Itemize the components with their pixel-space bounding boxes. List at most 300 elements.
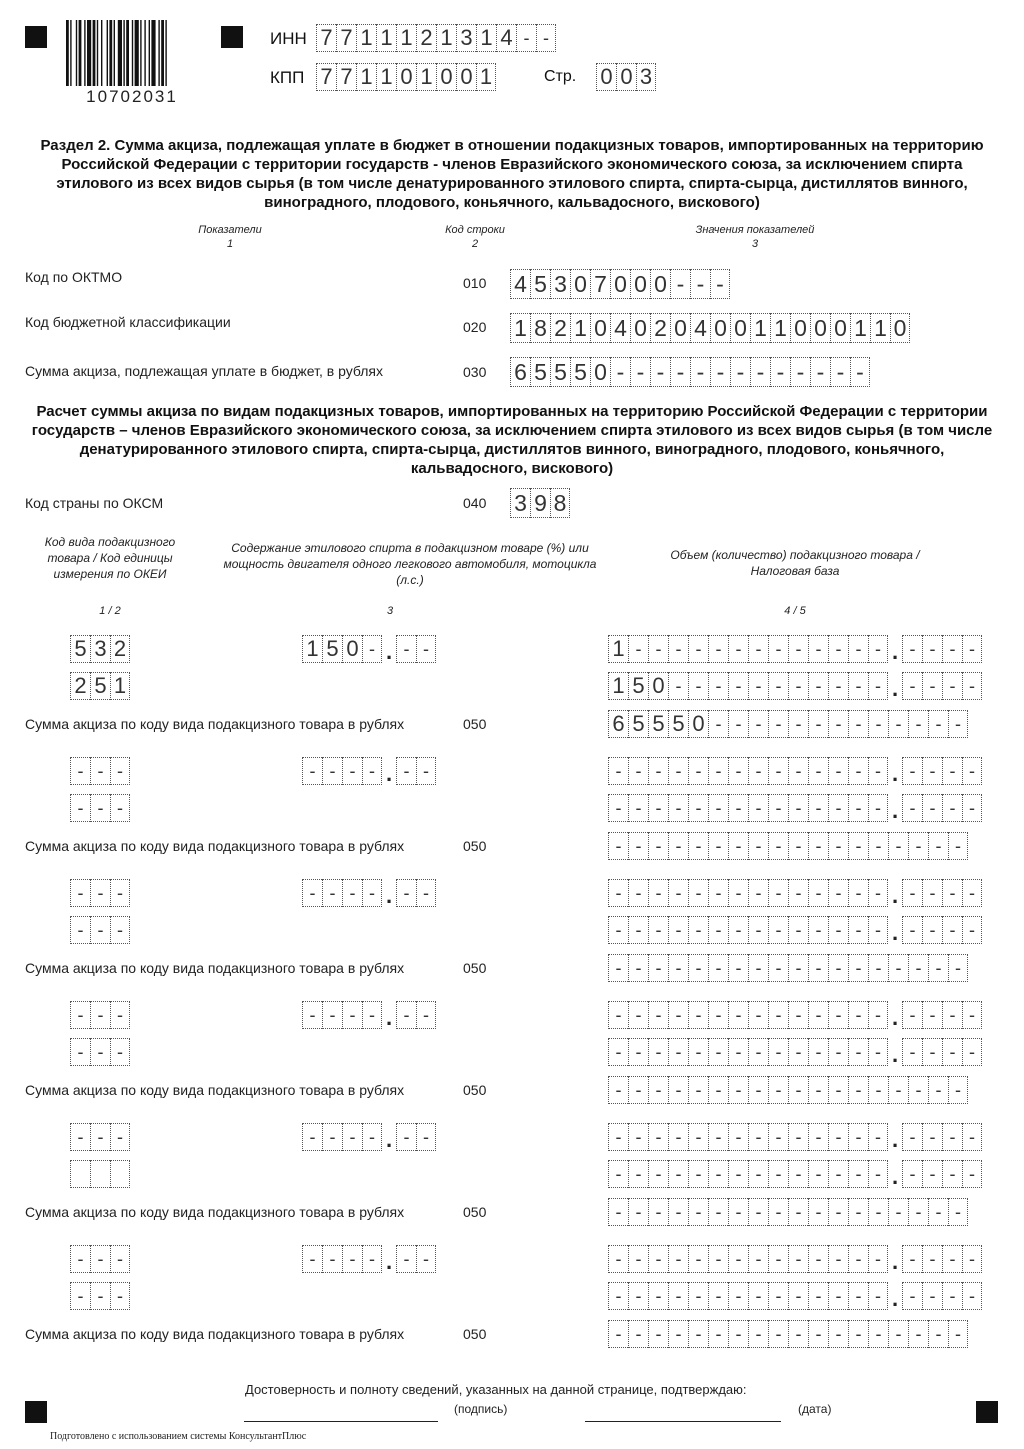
oktmo-cell[interactable]: - — [690, 269, 710, 299]
tax-base-2-int-cell[interactable]: - — [708, 916, 728, 944]
kbk-cell[interactable]: 1 — [510, 313, 530, 343]
volume-3-int-cell[interactable]: - — [788, 1001, 808, 1029]
excise-sum-by-kind-4-cell[interactable]: - — [888, 1198, 908, 1226]
kpp-cell[interactable]: 7 — [336, 63, 356, 91]
inn-cell[interactable]: 1 — [436, 24, 456, 52]
excise-sum-by-kind-4-cell[interactable]: - — [868, 1198, 888, 1226]
excise-sum-by-kind-2-cell[interactable]: - — [768, 954, 788, 982]
volume-3-int-cell[interactable]: - — [768, 1001, 788, 1029]
tax-base-0-int-cell[interactable]: - — [828, 672, 848, 700]
excise-sum-by-kind-1-cell[interactable]: - — [808, 832, 828, 860]
excise-sum-by-kind-2-cell[interactable]: - — [908, 954, 928, 982]
kbk-cell[interactable]: 0 — [790, 313, 810, 343]
inn-cell[interactable]: 1 — [376, 24, 396, 52]
volume-3-int-cell[interactable]: - — [608, 1001, 628, 1029]
excise-sum-cell[interactable]: 0 — [590, 357, 610, 387]
tax-base-0-int-cell[interactable]: - — [748, 672, 768, 700]
alcohol-content-4-dec-cell[interactable]: - — [396, 1123, 416, 1151]
volume-4-dec-cell[interactable]: - — [922, 1123, 942, 1151]
volume-3-int-cell[interactable]: - — [748, 1001, 768, 1029]
inn-cell[interactable]: - — [516, 24, 536, 52]
excise-sum-by-kind-3-cell[interactable]: - — [708, 1076, 728, 1104]
tax-base-3-int-cell[interactable]: - — [628, 1038, 648, 1066]
tax-base-2-int-cell[interactable]: - — [828, 916, 848, 944]
excise-sum-by-kind-3-cell[interactable]: - — [768, 1076, 788, 1104]
volume-2-int-cell[interactable]: - — [628, 879, 648, 907]
tax-base-5-int-cell[interactable]: - — [748, 1282, 768, 1310]
kbk-cell[interactable]: 0 — [730, 313, 750, 343]
volume-1-int-cell[interactable]: - — [708, 757, 728, 785]
tax-base-5-int-cell[interactable]: - — [848, 1282, 868, 1310]
excise-sum-by-kind-1-cell[interactable]: - — [868, 832, 888, 860]
excise-sum-by-kind-2-cell[interactable]: - — [788, 954, 808, 982]
excise-sum-by-kind-4-cell[interactable]: - — [828, 1198, 848, 1226]
volume-2-int-cell[interactable]: - — [688, 879, 708, 907]
volume-3-int-cell[interactable]: - — [868, 1001, 888, 1029]
excise-sum-by-kind-1-cell[interactable]: - — [768, 832, 788, 860]
volume-4-int-cell[interactable]: - — [648, 1123, 668, 1151]
excise-sum-by-kind-5-cell[interactable]: - — [808, 1320, 828, 1348]
inn-cell[interactable]: 7 — [336, 24, 356, 52]
tax-base-2-int-cell[interactable]: - — [808, 916, 828, 944]
tax-base-2-int-cell[interactable]: - — [768, 916, 788, 944]
excise-sum-by-kind-5-cell[interactable]: - — [628, 1320, 648, 1348]
tax-base-5-dec-cell[interactable]: - — [902, 1282, 922, 1310]
oktmo-cell[interactable]: 7 — [590, 269, 610, 299]
tax-base-0-int-cell[interactable]: - — [708, 672, 728, 700]
tax-base-3-int-cell[interactable]: - — [828, 1038, 848, 1066]
tax-base-4-dec-cell[interactable]: - — [902, 1160, 922, 1188]
okei-unit-code-0-cell[interactable]: 5 — [90, 672, 110, 700]
kbk-cell[interactable]: 8 — [530, 313, 550, 343]
volume-1-dec-cell[interactable]: - — [962, 757, 982, 785]
excise-sum-by-kind-4-cell[interactable]: - — [768, 1198, 788, 1226]
tax-base-3-dec-cell[interactable]: - — [962, 1038, 982, 1066]
volume-5-int-cell[interactable]: - — [788, 1245, 808, 1273]
tax-base-4-int-cell[interactable]: - — [748, 1160, 768, 1188]
alcohol-content-0-int-cell[interactable]: 1 — [302, 635, 322, 663]
oktmo-cell[interactable]: 3 — [550, 269, 570, 299]
tax-base-4-int-cell[interactable]: - — [788, 1160, 808, 1188]
volume-1-int-cell[interactable]: - — [608, 757, 628, 785]
inn-cell[interactable]: 2 — [416, 24, 436, 52]
okei-unit-code-2-cell[interactable]: - — [110, 916, 130, 944]
alcohol-content-3-int-cell[interactable]: - — [342, 1001, 362, 1029]
volume-4-int-cell[interactable]: - — [608, 1123, 628, 1151]
tax-base-2-dec-cell[interactable]: - — [902, 916, 922, 944]
volume-4-int-cell[interactable]: - — [868, 1123, 888, 1151]
oksm-cell[interactable]: 9 — [530, 488, 550, 518]
tax-base-3-int-cell[interactable]: - — [708, 1038, 728, 1066]
tax-base-5-int-cell[interactable]: - — [648, 1282, 668, 1310]
volume-4-int-cell[interactable]: - — [768, 1123, 788, 1151]
excise-sum-by-kind-5-cell[interactable]: - — [788, 1320, 808, 1348]
okei-unit-code-0-cell[interactable]: 1 — [110, 672, 130, 700]
excise-sum-cell[interactable]: - — [630, 357, 650, 387]
excise-sum-by-kind-4-cell[interactable]: - — [908, 1198, 928, 1226]
excise-sum-by-kind-1-cell[interactable]: - — [888, 832, 908, 860]
excise-sum-cell[interactable]: 5 — [530, 357, 550, 387]
alcohol-content-4-int-cell[interactable]: - — [302, 1123, 322, 1151]
volume-3-int-cell[interactable]: - — [708, 1001, 728, 1029]
kbk-cell[interactable]: 0 — [590, 313, 610, 343]
excise-sum-by-kind-2-cell[interactable]: - — [948, 954, 968, 982]
tax-base-0-int-cell[interactable]: 0 — [648, 672, 668, 700]
kpp-cell[interactable]: 1 — [476, 63, 496, 91]
excise-sum-by-kind-4-cell[interactable]: - — [848, 1198, 868, 1226]
volume-5-dec-cell[interactable]: - — [902, 1245, 922, 1273]
tax-base-5-dec-cell[interactable]: - — [962, 1282, 982, 1310]
volume-2-dec-cell[interactable]: - — [922, 879, 942, 907]
tax-base-2-int-cell[interactable]: - — [648, 916, 668, 944]
volume-3-int-cell[interactable]: - — [688, 1001, 708, 1029]
alcohol-content-5-int-cell[interactable]: - — [362, 1245, 382, 1273]
alcohol-content-0-dec-cell[interactable]: - — [396, 635, 416, 663]
excise-sum-by-kind-4-cell[interactable]: - — [688, 1198, 708, 1226]
tax-base-1-dec-cell[interactable]: - — [902, 794, 922, 822]
excise-sum-by-kind-0-cell[interactable]: - — [948, 710, 968, 738]
okei-unit-code-2-cell[interactable]: - — [90, 916, 110, 944]
excise-sum-by-kind-3-cell[interactable]: - — [748, 1076, 768, 1104]
tax-base-5-int-cell[interactable]: - — [788, 1282, 808, 1310]
volume-2-int-cell[interactable]: - — [788, 879, 808, 907]
excise-sum-by-kind-4-cell[interactable]: - — [648, 1198, 668, 1226]
tax-base-4-dec-cell[interactable]: - — [922, 1160, 942, 1188]
volume-5-int-cell[interactable]: - — [608, 1245, 628, 1273]
kbk-cell[interactable]: 0 — [890, 313, 910, 343]
tax-base-4-int-cell[interactable]: - — [608, 1160, 628, 1188]
excise-sum-by-kind-4-cell[interactable]: - — [928, 1198, 948, 1226]
volume-0-int-cell[interactable]: 1 — [608, 635, 628, 663]
volume-0-int-cell[interactable]: - — [848, 635, 868, 663]
tax-base-2-int-cell[interactable]: - — [728, 916, 748, 944]
tax-base-2-dec-cell[interactable]: - — [962, 916, 982, 944]
alcohol-content-0-dec-cell[interactable]: - — [416, 635, 436, 663]
excise-sum-by-kind-0-cell[interactable]: 0 — [688, 710, 708, 738]
oktmo-cell[interactable]: 0 — [570, 269, 590, 299]
volume-0-int-cell[interactable]: - — [648, 635, 668, 663]
excise-sum-by-kind-5-cell[interactable]: - — [828, 1320, 848, 1348]
alcohol-content-3-dec-cell[interactable]: - — [396, 1001, 416, 1029]
excise-sum-by-kind-5-cell[interactable]: - — [848, 1320, 868, 1348]
oktmo-cell[interactable]: 0 — [630, 269, 650, 299]
excise-sum-by-kind-0-cell[interactable]: 5 — [668, 710, 688, 738]
tax-base-1-int-cell[interactable]: - — [828, 794, 848, 822]
excise-sum-by-kind-3-cell[interactable]: - — [948, 1076, 968, 1104]
tax-base-1-int-cell[interactable]: - — [608, 794, 628, 822]
volume-5-int-cell[interactable]: - — [868, 1245, 888, 1273]
excise-sum-by-kind-1-cell[interactable]: - — [908, 832, 928, 860]
excise-sum-cell[interactable]: 5 — [550, 357, 570, 387]
tax-base-0-dec-cell[interactable]: - — [962, 672, 982, 700]
volume-1-int-cell[interactable]: - — [768, 757, 788, 785]
excise-sum-by-kind-1-cell[interactable]: - — [928, 832, 948, 860]
volume-2-dec-cell[interactable]: - — [902, 879, 922, 907]
excise-sum-by-kind-3-cell[interactable]: - — [688, 1076, 708, 1104]
tax-base-5-int-cell[interactable]: - — [708, 1282, 728, 1310]
tax-base-5-int-cell[interactable]: - — [668, 1282, 688, 1310]
excise-sum-by-kind-2-cell[interactable]: - — [748, 954, 768, 982]
excise-sum-cell[interactable]: - — [810, 357, 830, 387]
volume-4-int-cell[interactable]: - — [828, 1123, 848, 1151]
excise-sum-by-kind-5-cell[interactable]: - — [928, 1320, 948, 1348]
volume-5-int-cell[interactable]: - — [828, 1245, 848, 1273]
tax-base-4-int-cell[interactable]: - — [828, 1160, 848, 1188]
excise-sum-by-kind-3-cell[interactable]: - — [828, 1076, 848, 1104]
excise-sum-by-kind-3-cell[interactable]: - — [868, 1076, 888, 1104]
excise-kind-code-4-cell[interactable]: - — [70, 1123, 90, 1151]
tax-base-4-int-cell[interactable]: - — [868, 1160, 888, 1188]
excise-sum-by-kind-3-cell[interactable]: - — [808, 1076, 828, 1104]
tax-base-1-int-cell[interactable]: - — [808, 794, 828, 822]
kbk-cell[interactable]: 0 — [830, 313, 850, 343]
volume-1-int-cell[interactable]: - — [648, 757, 668, 785]
volume-2-int-cell[interactable]: - — [608, 879, 628, 907]
excise-kind-code-4-cell[interactable]: - — [110, 1123, 130, 1151]
inn-cell[interactable]: 3 — [456, 24, 476, 52]
excise-sum-cell[interactable]: - — [730, 357, 750, 387]
volume-4-int-cell[interactable]: - — [748, 1123, 768, 1151]
excise-sum-cell[interactable]: - — [610, 357, 630, 387]
excise-sum-by-kind-0-cell[interactable]: - — [768, 710, 788, 738]
volume-0-dec-cell[interactable]: - — [922, 635, 942, 663]
tax-base-3-int-cell[interactable]: - — [848, 1038, 868, 1066]
tax-base-4-int-cell[interactable]: - — [628, 1160, 648, 1188]
volume-5-int-cell[interactable]: - — [628, 1245, 648, 1273]
tax-base-1-int-cell[interactable]: - — [668, 794, 688, 822]
volume-2-int-cell[interactable]: - — [808, 879, 828, 907]
tax-base-3-dec-cell[interactable]: - — [942, 1038, 962, 1066]
okei-unit-code-5-cell[interactable]: - — [90, 1282, 110, 1310]
volume-2-int-cell[interactable]: - — [848, 879, 868, 907]
alcohol-content-2-dec-cell[interactable]: - — [416, 879, 436, 907]
tax-base-2-int-cell[interactable]: - — [668, 916, 688, 944]
alcohol-content-0-int-cell[interactable]: 0 — [342, 635, 362, 663]
excise-kind-code-5-cell[interactable]: - — [110, 1245, 130, 1273]
tax-base-3-int-cell[interactable]: - — [608, 1038, 628, 1066]
excise-kind-code-2-cell[interactable]: - — [70, 879, 90, 907]
volume-1-int-cell[interactable]: - — [848, 757, 868, 785]
excise-sum-by-kind-3-cell[interactable]: - — [928, 1076, 948, 1104]
volume-5-int-cell[interactable]: - — [708, 1245, 728, 1273]
okei-unit-code-1-cell[interactable]: - — [90, 794, 110, 822]
excise-sum-by-kind-1-cell[interactable]: - — [788, 832, 808, 860]
okei-unit-code-4-cell[interactable] — [90, 1160, 110, 1188]
excise-sum-by-kind-4-cell[interactable]: - — [948, 1198, 968, 1226]
page-number-cell[interactable]: 0 — [596, 63, 616, 91]
excise-sum-by-kind-0-cell[interactable]: - — [808, 710, 828, 738]
alcohol-content-5-int-cell[interactable]: - — [302, 1245, 322, 1273]
volume-2-int-cell[interactable]: - — [728, 879, 748, 907]
excise-sum-by-kind-3-cell[interactable]: - — [788, 1076, 808, 1104]
tax-base-4-int-cell[interactable]: - — [688, 1160, 708, 1188]
tax-base-0-int-cell[interactable]: - — [788, 672, 808, 700]
volume-5-int-cell[interactable]: - — [668, 1245, 688, 1273]
inn-cell[interactable]: 1 — [356, 24, 376, 52]
excise-sum-by-kind-1-cell[interactable]: - — [848, 832, 868, 860]
oktmo-cell[interactable]: 5 — [530, 269, 550, 299]
excise-sum-by-kind-0-cell[interactable]: - — [748, 710, 768, 738]
excise-sum-by-kind-0-cell[interactable]: - — [928, 710, 948, 738]
tax-base-2-int-cell[interactable]: - — [628, 916, 648, 944]
excise-sum-by-kind-0-cell[interactable]: - — [828, 710, 848, 738]
excise-sum-by-kind-0-cell[interactable]: - — [708, 710, 728, 738]
excise-sum-by-kind-1-cell[interactable]: - — [608, 832, 628, 860]
volume-1-int-cell[interactable]: - — [628, 757, 648, 785]
volume-0-int-cell[interactable]: - — [728, 635, 748, 663]
excise-sum-by-kind-3-cell[interactable]: - — [668, 1076, 688, 1104]
excise-kind-code-1-cell[interactable]: - — [110, 757, 130, 785]
oktmo-cell[interactable]: 0 — [650, 269, 670, 299]
volume-4-int-cell[interactable]: - — [668, 1123, 688, 1151]
excise-sum-by-kind-0-cell[interactable]: 5 — [628, 710, 648, 738]
excise-sum-cell[interactable]: - — [790, 357, 810, 387]
tax-base-0-int-cell[interactable]: - — [848, 672, 868, 700]
excise-sum-cell[interactable]: - — [750, 357, 770, 387]
volume-4-int-cell[interactable]: - — [688, 1123, 708, 1151]
tax-base-1-int-cell[interactable]: - — [868, 794, 888, 822]
tax-base-4-int-cell[interactable]: - — [768, 1160, 788, 1188]
excise-sum-by-kind-2-cell[interactable]: - — [688, 954, 708, 982]
volume-1-int-cell[interactable]: - — [728, 757, 748, 785]
volume-5-int-cell[interactable]: - — [648, 1245, 668, 1273]
volume-1-dec-cell[interactable]: - — [902, 757, 922, 785]
excise-sum-by-kind-5-cell[interactable]: - — [708, 1320, 728, 1348]
oktmo-cell[interactable]: 0 — [610, 269, 630, 299]
volume-2-dec-cell[interactable]: - — [942, 879, 962, 907]
inn-cell[interactable]: 1 — [476, 24, 496, 52]
volume-3-int-cell[interactable]: - — [728, 1001, 748, 1029]
okei-unit-code-5-cell[interactable]: - — [110, 1282, 130, 1310]
excise-sum-cell[interactable]: 5 — [570, 357, 590, 387]
tax-base-4-int-cell[interactable]: - — [708, 1160, 728, 1188]
excise-sum-by-kind-5-cell[interactable]: - — [908, 1320, 928, 1348]
alcohol-content-5-dec-cell[interactable]: - — [396, 1245, 416, 1273]
volume-1-dec-cell[interactable]: - — [922, 757, 942, 785]
excise-sum-by-kind-1-cell[interactable]: - — [688, 832, 708, 860]
kbk-cell[interactable]: 1 — [570, 313, 590, 343]
alcohol-content-4-int-cell[interactable]: - — [342, 1123, 362, 1151]
excise-sum-by-kind-5-cell[interactable]: - — [768, 1320, 788, 1348]
okei-unit-code-4-cell[interactable] — [110, 1160, 130, 1188]
alcohol-content-3-dec-cell[interactable]: - — [416, 1001, 436, 1029]
excise-kind-code-0-cell[interactable]: 5 — [70, 635, 90, 663]
kbk-cell[interactable]: 1 — [770, 313, 790, 343]
tax-base-5-dec-cell[interactable]: - — [942, 1282, 962, 1310]
excise-sum-cell[interactable]: - — [710, 357, 730, 387]
alcohol-content-4-int-cell[interactable]: - — [362, 1123, 382, 1151]
excise-sum-by-kind-5-cell[interactable]: - — [748, 1320, 768, 1348]
volume-0-int-cell[interactable]: - — [668, 635, 688, 663]
volume-5-int-cell[interactable]: - — [848, 1245, 868, 1273]
excise-sum-by-kind-2-cell[interactable]: - — [808, 954, 828, 982]
tax-base-1-int-cell[interactable]: - — [688, 794, 708, 822]
volume-3-dec-cell[interactable]: - — [962, 1001, 982, 1029]
volume-2-int-cell[interactable]: - — [768, 879, 788, 907]
alcohol-content-2-dec-cell[interactable]: - — [396, 879, 416, 907]
tax-base-5-int-cell[interactable]: - — [768, 1282, 788, 1310]
tax-base-1-dec-cell[interactable]: - — [942, 794, 962, 822]
excise-sum-by-kind-0-cell[interactable]: - — [848, 710, 868, 738]
tax-base-0-int-cell[interactable]: - — [808, 672, 828, 700]
volume-0-int-cell[interactable]: - — [808, 635, 828, 663]
volume-5-dec-cell[interactable]: - — [962, 1245, 982, 1273]
okei-unit-code-1-cell[interactable]: - — [70, 794, 90, 822]
excise-sum-by-kind-5-cell[interactable]: - — [688, 1320, 708, 1348]
tax-base-3-int-cell[interactable]: - — [768, 1038, 788, 1066]
alcohol-content-2-int-cell[interactable]: - — [302, 879, 322, 907]
tax-base-5-dec-cell[interactable]: - — [922, 1282, 942, 1310]
volume-1-int-cell[interactable]: - — [668, 757, 688, 785]
volume-1-dec-cell[interactable]: - — [942, 757, 962, 785]
oktmo-cell[interactable]: - — [710, 269, 730, 299]
alcohol-content-0-int-cell[interactable]: - — [362, 635, 382, 663]
volume-5-int-cell[interactable]: - — [768, 1245, 788, 1273]
tax-base-0-int-cell[interactable]: - — [868, 672, 888, 700]
alcohol-content-0-int-cell[interactable]: 5 — [322, 635, 342, 663]
tax-base-5-int-cell[interactable]: - — [628, 1282, 648, 1310]
okei-unit-code-3-cell[interactable]: - — [70, 1038, 90, 1066]
inn-cell[interactable]: 1 — [396, 24, 416, 52]
kbk-cell[interactable]: 0 — [810, 313, 830, 343]
volume-5-int-cell[interactable]: - — [808, 1245, 828, 1273]
volume-2-int-cell[interactable]: - — [748, 879, 768, 907]
tax-base-2-int-cell[interactable]: - — [848, 916, 868, 944]
volume-5-dec-cell[interactable]: - — [922, 1245, 942, 1273]
inn-cell[interactable]: - — [536, 24, 556, 52]
tax-base-3-int-cell[interactable]: - — [748, 1038, 768, 1066]
tax-base-5-int-cell[interactable]: - — [688, 1282, 708, 1310]
excise-sum-by-kind-1-cell[interactable]: - — [828, 832, 848, 860]
excise-sum-by-kind-1-cell[interactable]: - — [748, 832, 768, 860]
tax-base-3-int-cell[interactable]: - — [648, 1038, 668, 1066]
alcohol-content-5-dec-cell[interactable]: - — [416, 1245, 436, 1273]
excise-kind-code-0-cell[interactable]: 3 — [90, 635, 110, 663]
kbk-cell[interactable]: 2 — [650, 313, 670, 343]
okei-unit-code-3-cell[interactable]: - — [110, 1038, 130, 1066]
excise-sum-by-kind-4-cell[interactable]: - — [708, 1198, 728, 1226]
excise-sum-by-kind-4-cell[interactable]: - — [728, 1198, 748, 1226]
volume-4-dec-cell[interactable]: - — [962, 1123, 982, 1151]
tax-base-4-int-cell[interactable]: - — [728, 1160, 748, 1188]
excise-sum-by-kind-4-cell[interactable]: - — [608, 1198, 628, 1226]
excise-kind-code-1-cell[interactable]: - — [70, 757, 90, 785]
alcohol-content-2-int-cell[interactable]: - — [322, 879, 342, 907]
tax-base-0-dec-cell[interactable]: - — [922, 672, 942, 700]
tax-base-1-int-cell[interactable]: - — [708, 794, 728, 822]
excise-kind-code-4-cell[interactable]: - — [90, 1123, 110, 1151]
kbk-cell[interactable]: 0 — [670, 313, 690, 343]
excise-kind-code-3-cell[interactable]: - — [110, 1001, 130, 1029]
volume-0-int-cell[interactable]: - — [868, 635, 888, 663]
inn-cell[interactable]: 7 — [316, 24, 336, 52]
oktmo-cell[interactable]: 4 — [510, 269, 530, 299]
alcohol-content-3-int-cell[interactable]: - — [322, 1001, 342, 1029]
tax-base-2-int-cell[interactable]: - — [688, 916, 708, 944]
excise-sum-by-kind-1-cell[interactable]: - — [708, 832, 728, 860]
excise-sum-cell[interactable]: - — [650, 357, 670, 387]
oktmo-cell[interactable]: - — [670, 269, 690, 299]
page-number-cell[interactable]: 0 — [616, 63, 636, 91]
tax-base-0-dec-cell[interactable]: - — [902, 672, 922, 700]
excise-kind-code-1-cell[interactable]: - — [90, 757, 110, 785]
tax-base-1-int-cell[interactable]: - — [768, 794, 788, 822]
tax-base-2-dec-cell[interactable]: - — [942, 916, 962, 944]
excise-kind-code-2-cell[interactable]: - — [90, 879, 110, 907]
excise-sum-by-kind-5-cell[interactable]: - — [888, 1320, 908, 1348]
volume-0-int-cell[interactable]: - — [788, 635, 808, 663]
excise-sum-by-kind-3-cell[interactable]: - — [648, 1076, 668, 1104]
